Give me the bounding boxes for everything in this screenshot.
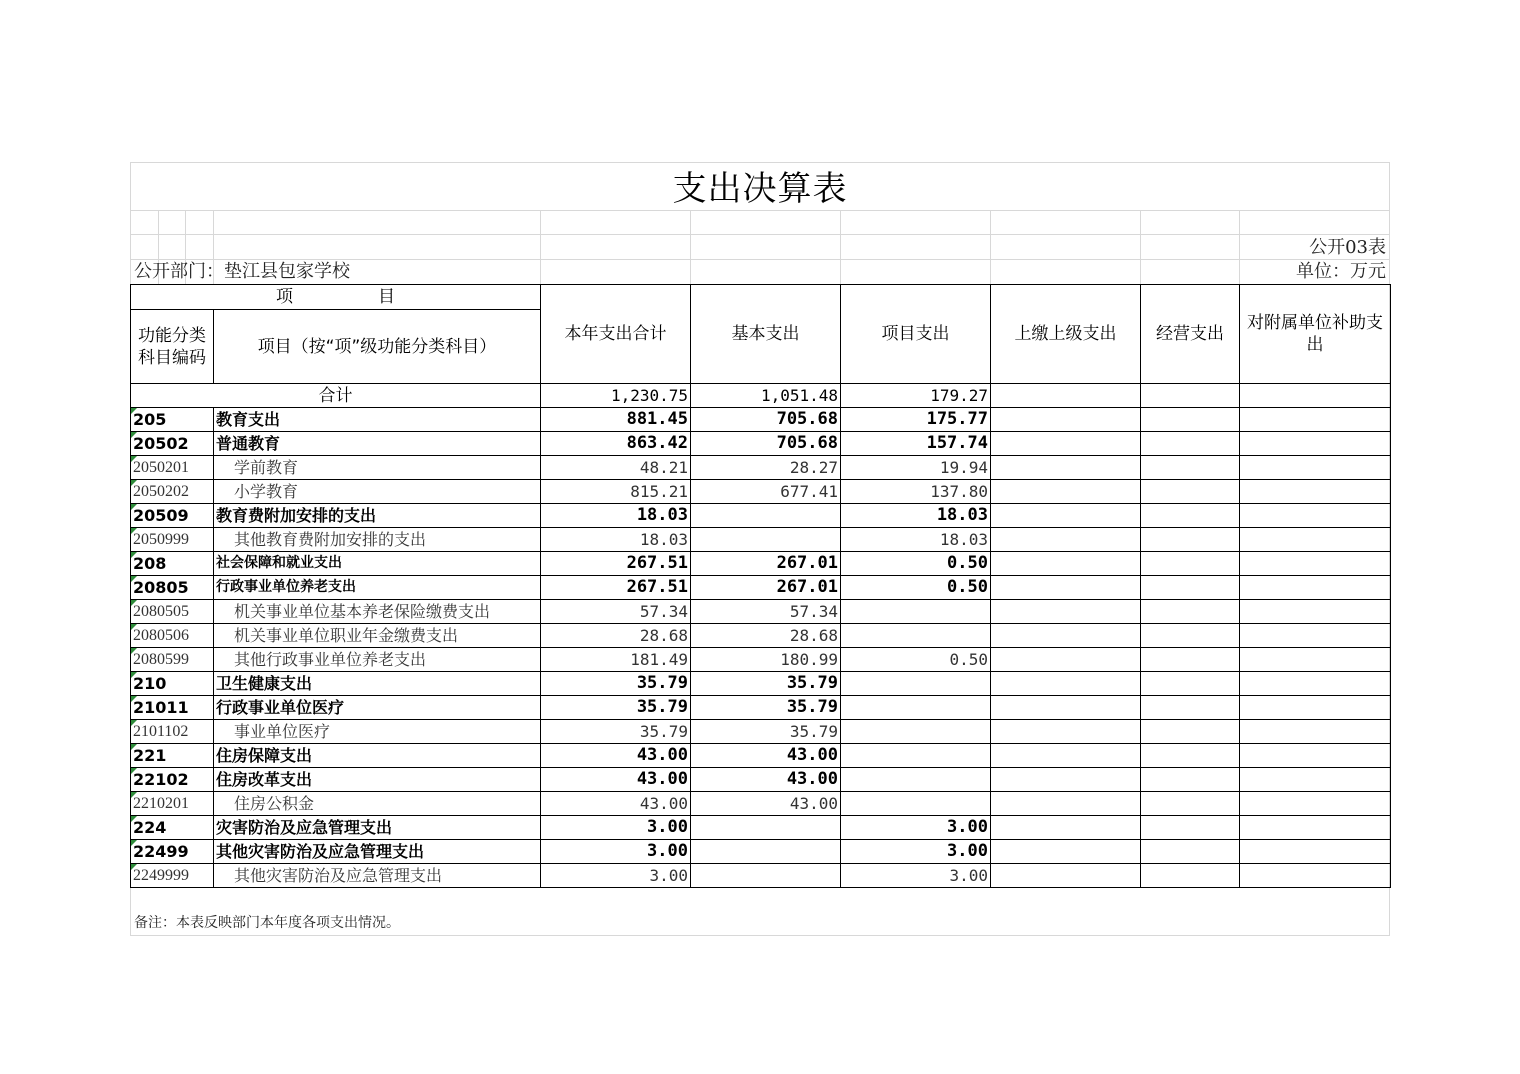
table-row [131,600,1391,624]
row-total: 18.03 [541,504,691,528]
row-code: 208 [131,552,214,576]
row-business [1141,768,1240,792]
department-label: 公开部门：垫江县包家学校 [134,261,350,282]
table-row [131,672,1391,696]
row-total: 3.00 [541,816,691,840]
row-business [1141,456,1240,480]
row-basic [691,504,841,528]
table-row [131,624,1391,648]
row-name: 其他灾害防治及应急管理支出 [214,840,541,864]
row-basic: 28.68 [691,624,841,648]
header-subsidy: 对附属单位补助支出 [1240,285,1391,384]
table-row [131,552,1391,576]
header-name: 项目（按“项”级功能分类科目） [214,310,541,384]
row-code: 22499 [131,840,214,864]
table-row [131,504,1391,528]
row-project [841,792,991,816]
row-name: 其他教育费附加安排的支出 [214,528,541,552]
table-row [131,432,1391,456]
row-basic: 705.68 [691,432,841,456]
row-subsidy [1240,696,1391,720]
row-upper [991,624,1141,648]
page-title: 支出决算表 [672,169,848,209]
row-name: 教育费附加安排的支出 [214,504,541,528]
row-upper [991,456,1141,480]
row-upper [991,504,1141,528]
row-name: 灾害防治及应急管理支出 [214,816,541,840]
row-project [841,768,991,792]
row-code: 2080505 [131,600,214,624]
row-total: 863.42 [541,432,691,456]
row-project: 157.74 [841,432,991,456]
row-name: 教育支出 [214,408,541,432]
row-upper [991,864,1141,888]
row-total: 3.00 [541,864,691,888]
row-name: 事业单位医疗 [214,720,541,744]
row-code: 21011 [131,696,214,720]
row-project: 137.80 [841,480,991,504]
row-basic: 180.99 [691,648,841,672]
row-total: 57.34 [541,600,691,624]
table-row [131,864,1391,888]
row-total: 181.49 [541,648,691,672]
row-code: 2101102 [131,720,214,744]
table-row [131,648,1391,672]
row-basic: 267.01 [691,552,841,576]
row-name: 机关事业单位基本养老保险缴费支出 [214,600,541,624]
row-subsidy [1240,648,1391,672]
row-total: 43.00 [541,744,691,768]
row-project: 3.00 [841,864,991,888]
spreadsheet-sheet [130,162,1390,935]
row-subsidy [1240,408,1391,432]
row-project [841,624,991,648]
row-basic [691,816,841,840]
row-upper [991,816,1141,840]
total-subsidy [1240,384,1391,408]
row-code: 2050999 [131,528,214,552]
row-name: 社会保障和就业支出 [214,552,541,576]
row-business [1141,504,1240,528]
row-upper [991,408,1141,432]
row-total: 35.79 [541,720,691,744]
row-total: 35.79 [541,672,691,696]
row-project [841,744,991,768]
row-total: 267.51 [541,576,691,600]
header-basic: 基本支出 [691,285,841,384]
row-upper [991,528,1141,552]
row-basic: 35.79 [691,720,841,744]
row-business [1141,792,1240,816]
row-name: 住房保障支出 [214,744,541,768]
unit-label: 单位：万元 [1296,261,1386,282]
row-basic: 57.34 [691,600,841,624]
row-upper [991,432,1141,456]
total-business [1141,384,1240,408]
row-business [1141,600,1240,624]
row-project: 0.50 [841,648,991,672]
header-project: 项 目 [131,285,541,310]
row-business [1141,648,1240,672]
row-name: 卫生健康支出 [214,672,541,696]
row-upper [991,672,1141,696]
row-subsidy [1240,816,1391,840]
row-project: 0.50 [841,552,991,576]
total-row [131,384,1391,408]
row-name: 其他行政事业单位养老支出 [214,648,541,672]
row-total: 43.00 [541,792,691,816]
header-code: 功能分类科目编码 [131,310,214,384]
row-project: 19.94 [841,456,991,480]
row-subsidy [1240,744,1391,768]
row-project [841,672,991,696]
row-basic: 677.41 [691,480,841,504]
row-business [1141,480,1240,504]
row-subsidy [1240,624,1391,648]
row-business [1141,408,1240,432]
row-subsidy [1240,840,1391,864]
header-business: 经营支出 [1141,285,1240,384]
row-project [841,696,991,720]
row-name: 住房改革支出 [214,768,541,792]
row-subsidy [1240,720,1391,744]
table-row [131,720,1391,744]
row-subsidy [1240,600,1391,624]
table-number: 公开03表 [1309,237,1386,258]
row-subsidy [1240,552,1391,576]
table-row [131,768,1391,792]
row-code: 2080506 [131,624,214,648]
row-name: 机关事业单位职业年金缴费支出 [214,624,541,648]
table-row [131,744,1391,768]
row-business [1141,672,1240,696]
row-subsidy [1240,456,1391,480]
row-total: 35.79 [541,696,691,720]
row-basic [691,864,841,888]
row-code: 2210201 [131,792,214,816]
row-upper [991,720,1141,744]
row-business [1141,432,1240,456]
row-basic: 267.01 [691,576,841,600]
row-subsidy [1240,528,1391,552]
row-upper [991,576,1141,600]
row-name: 普通教育 [214,432,541,456]
row-total: 43.00 [541,768,691,792]
table-row [131,576,1391,600]
total-label: 合计 [131,384,541,408]
row-upper [991,600,1141,624]
row-code: 224 [131,816,214,840]
header-project-expense: 项目支出 [841,285,991,384]
total-upper [991,384,1141,408]
row-business [1141,552,1240,576]
row-basic: 35.79 [691,696,841,720]
row-total: 48.21 [541,456,691,480]
row-business [1141,864,1240,888]
row-basic: 35.79 [691,672,841,696]
row-project: 3.00 [841,816,991,840]
row-name: 行政事业单位医疗 [214,696,541,720]
row-name: 学前教育 [214,456,541,480]
row-project: 3.00 [841,840,991,864]
row-basic: 43.00 [691,768,841,792]
row-subsidy [1240,672,1391,696]
grid-line [540,210,541,284]
table-note: 备注：本表反映部门本年度各项支出情况。 [134,915,400,931]
row-upper [991,552,1141,576]
row-upper [991,792,1141,816]
row-business [1141,696,1240,720]
table-row [131,456,1391,480]
row-subsidy [1240,504,1391,528]
row-basic: 705.68 [691,408,841,432]
table-row [131,816,1391,840]
row-project: 0.50 [841,576,991,600]
row-code: 210 [131,672,214,696]
row-basic: 43.00 [691,744,841,768]
grid-line [690,210,691,284]
table-row [131,480,1391,504]
row-upper [991,480,1141,504]
table-row [131,696,1391,720]
row-business [1141,744,1240,768]
row-basic [691,528,841,552]
row-total: 28.68 [541,624,691,648]
row-basic: 28.27 [691,456,841,480]
expenditure-table [130,284,1391,888]
row-name: 住房公积金 [214,792,541,816]
row-project: 18.03 [841,504,991,528]
row-upper [991,840,1141,864]
row-business [1141,816,1240,840]
row-business [1141,720,1240,744]
row-total: 3.00 [541,840,691,864]
header-total: 本年支出合计 [541,285,691,384]
row-code: 20509 [131,504,214,528]
row-project [841,600,991,624]
row-subsidy [1240,576,1391,600]
row-project: 18.03 [841,528,991,552]
row-subsidy [1240,432,1391,456]
row-upper [991,744,1141,768]
table-row [131,528,1391,552]
table-row [131,840,1391,864]
table-row [131,792,1391,816]
total-amount: 1,230.75 [541,384,691,408]
row-name: 行政事业单位养老支出 [214,576,541,600]
row-project [841,720,991,744]
row-business [1141,624,1240,648]
row-subsidy [1240,864,1391,888]
row-subsidy [1240,792,1391,816]
row-total: 18.03 [541,528,691,552]
grid-line [840,210,841,284]
row-total: 267.51 [541,552,691,576]
row-business [1141,840,1240,864]
row-upper [991,768,1141,792]
row-upper [991,696,1141,720]
grid-line [130,234,1390,235]
row-code: 221 [131,744,214,768]
row-basic: 43.00 [691,792,841,816]
total-basic: 1,051.48 [691,384,841,408]
row-code: 2249999 [131,864,214,888]
total-project: 179.27 [841,384,991,408]
row-code: 2080599 [131,648,214,672]
row-code: 20805 [131,576,214,600]
row-project: 175.77 [841,408,991,432]
row-code: 2050201 [131,456,214,480]
row-business [1141,528,1240,552]
row-upper [991,648,1141,672]
row-code: 205 [131,408,214,432]
grid-line [1140,210,1141,284]
row-total: 881.45 [541,408,691,432]
grid-line [1239,210,1240,284]
grid-line [130,210,1390,211]
row-subsidy [1240,768,1391,792]
row-code: 20502 [131,432,214,456]
grid-line [990,210,991,284]
row-name: 其他灾害防治及应急管理支出 [214,864,541,888]
row-code: 22102 [131,768,214,792]
row-total: 815.21 [541,480,691,504]
row-subsidy [1240,480,1391,504]
header-upper: 上缴上级支出 [991,285,1141,384]
row-business [1141,576,1240,600]
row-name: 小学教育 [214,480,541,504]
table-row [131,408,1391,432]
row-code: 2050202 [131,480,214,504]
row-basic [691,840,841,864]
